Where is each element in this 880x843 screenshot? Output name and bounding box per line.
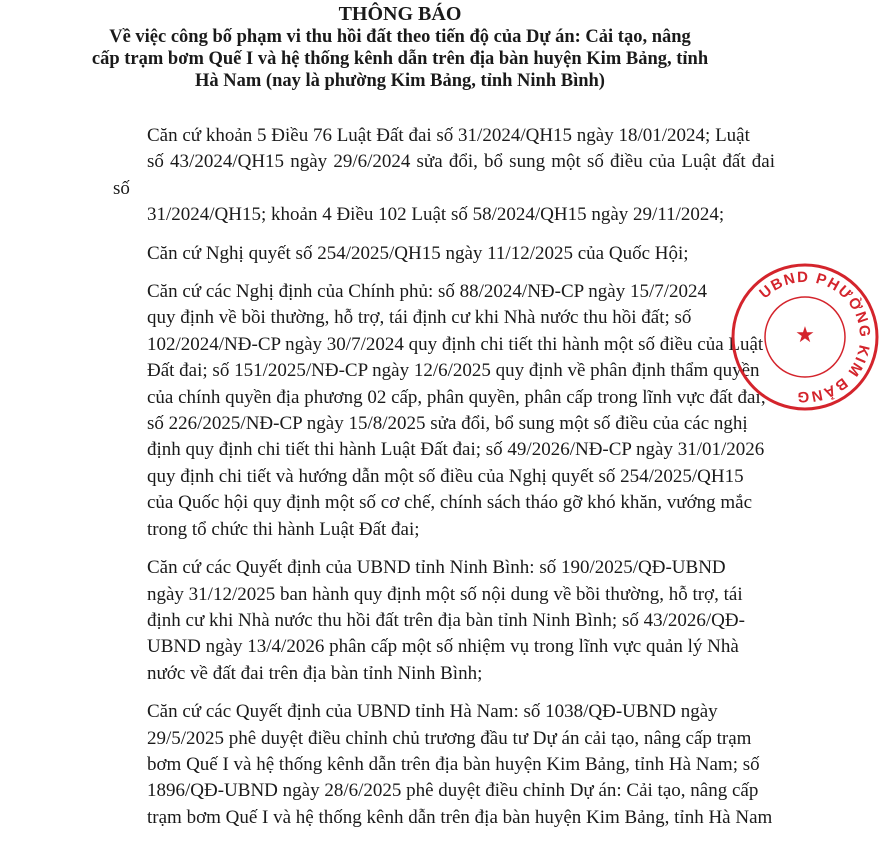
paragraph-line: Đất đai; số 151/2025/NĐ-CP ngày 12/6/2025 quy định về phân định thẩm quyền	[147, 360, 760, 382]
paragraph-line: quy định chi tiết và hướng dẫn một số điều của Nghị quyết số 254/2025/QH15	[147, 465, 744, 487]
paragraph-line: ngày 31/12/2025 ban hành quy định một số nội dung về bồi thường, hỗ trợ, tái	[147, 583, 743, 605]
paragraph-line: trạm bơm Quế I và hệ thống kênh dẫn trên địa bàn huyện Kim Bảng, tỉnh Hà Nam	[147, 806, 773, 828]
document-body	[113, 123, 775, 843]
paragraph-line: số 226/2025/NĐ-CP ngày 15/8/2025 sửa đổi, bổ sung một số điều của các nghị	[147, 413, 748, 435]
paragraph	[113, 555, 775, 687]
paragraph-line: của chính quyền địa phương 02 cấp, phân quyền, phân cấp trong lĩnh vực đất đai;	[147, 386, 766, 408]
paragraph-line: định cư khi Nhà nước thu hồi đất trên địa bàn tỉnh Ninh Bình; số 43/2026/QĐ-	[147, 609, 745, 631]
subtitle-line: Hà Nam (nay là phường Kim Bảng, tỉnh Ninh Bình)	[195, 71, 605, 91]
paragraph	[113, 241, 775, 267]
subtitle-line: Về việc công bố phạm vi thu hồi đất theo tiến độ của Dự án: Cải tạo, nâng	[109, 27, 691, 47]
paragraph-line: Căn cứ các Nghị định của Chính phủ: số 88/2024/NĐ-CP ngày 15/7/2024	[147, 281, 708, 303]
paragraph-line: UBND ngày 13/4/2026 phân cấp một số nhiệm vụ trong lĩnh vực quản lý Nhà	[147, 636, 739, 658]
subtitle-line: cấp trạm bơm Quế I và hệ thống kênh dẫn trên địa bàn huyện Kim Bảng, tỉnh	[91, 49, 709, 69]
seal-text: UBND PHƯỜNG KIM BẢNG	[756, 268, 874, 406]
paragraph-line: của Quốc hội quy định một số cơ chế, chính sách tháo gỡ khó khăn, vướng mắc	[147, 492, 753, 514]
paragraph-line: nước về đất đai trên địa bàn tỉnh Ninh Bình;	[147, 662, 483, 684]
document-title: THÔNG BÁO	[338, 3, 462, 25]
seal-star: ★	[795, 322, 815, 347]
paragraph-line: 1896/QĐ-UBND ngày 28/6/2025 phê duyệt điều chỉnh Dự án: Cải tạo, nâng cấp	[147, 780, 759, 802]
paragraph-line: 102/2024/NĐ-CP ngày 30/7/2024 quy định chi tiết thi hành một số điều của Luật	[147, 333, 764, 355]
paragraph-line: Căn cứ khoản 5 Điều 76 Luật Đất đai số 31/2024/QH15 ngày 18/01/2024; Luật	[147, 125, 750, 146]
paragraph	[113, 123, 775, 229]
paragraph-line: quy định về bồi thường, hỗ trợ, tái định cư khi Nhà nước thu hồi đất; số	[147, 307, 692, 329]
paragraph-line: Căn cứ các Quyết định của UBND tỉnh Ninh Bình: số 190/2025/QĐ-UBND	[147, 557, 726, 579]
paragraph-line: số 43/2024/QH15 ngày 29/6/2024 sửa đổi, bổ sung một số điều của Luật đất đai số	[113, 151, 775, 199]
paragraph	[113, 279, 775, 543]
document-header	[0, 2, 800, 92]
paragraph-line: 31/2024/QH15; khoản 4 Điều 102 Luật số 58/2024/QH15 ngày 29/11/2024;	[147, 204, 725, 226]
paragraph-line: định quy định chi tiết thi hành Luật Đất đai; số 49/2026/NĐ-CP ngày 31/01/2026	[147, 439, 765, 461]
document-subtitle	[0, 26, 800, 92]
paragraph	[113, 699, 775, 831]
paragraph-line: bơm Quế I và hệ thống kênh dẫn trên địa bàn huyện Kim Bảng, tỉnh Hà Nam; số	[147, 753, 760, 775]
paragraph-line: Căn cứ các Quyết định của UBND tỉnh Hà Nam: số 1038/QĐ-UBND ngày	[147, 701, 718, 723]
paragraph-line: 29/5/2025 phê duyệt điều chỉnh chủ trương đầu tư Dự án cải tạo, nâng cấp trạm	[147, 727, 752, 749]
official-seal	[730, 262, 880, 412]
paragraph-line: trong tổ chức thi hành Luật Đất đai;	[147, 518, 420, 540]
paragraph-line: Căn cứ Nghị quyết số 254/2025/QH15 ngày 11/12/2025 của Quốc Hội;	[147, 242, 689, 264]
